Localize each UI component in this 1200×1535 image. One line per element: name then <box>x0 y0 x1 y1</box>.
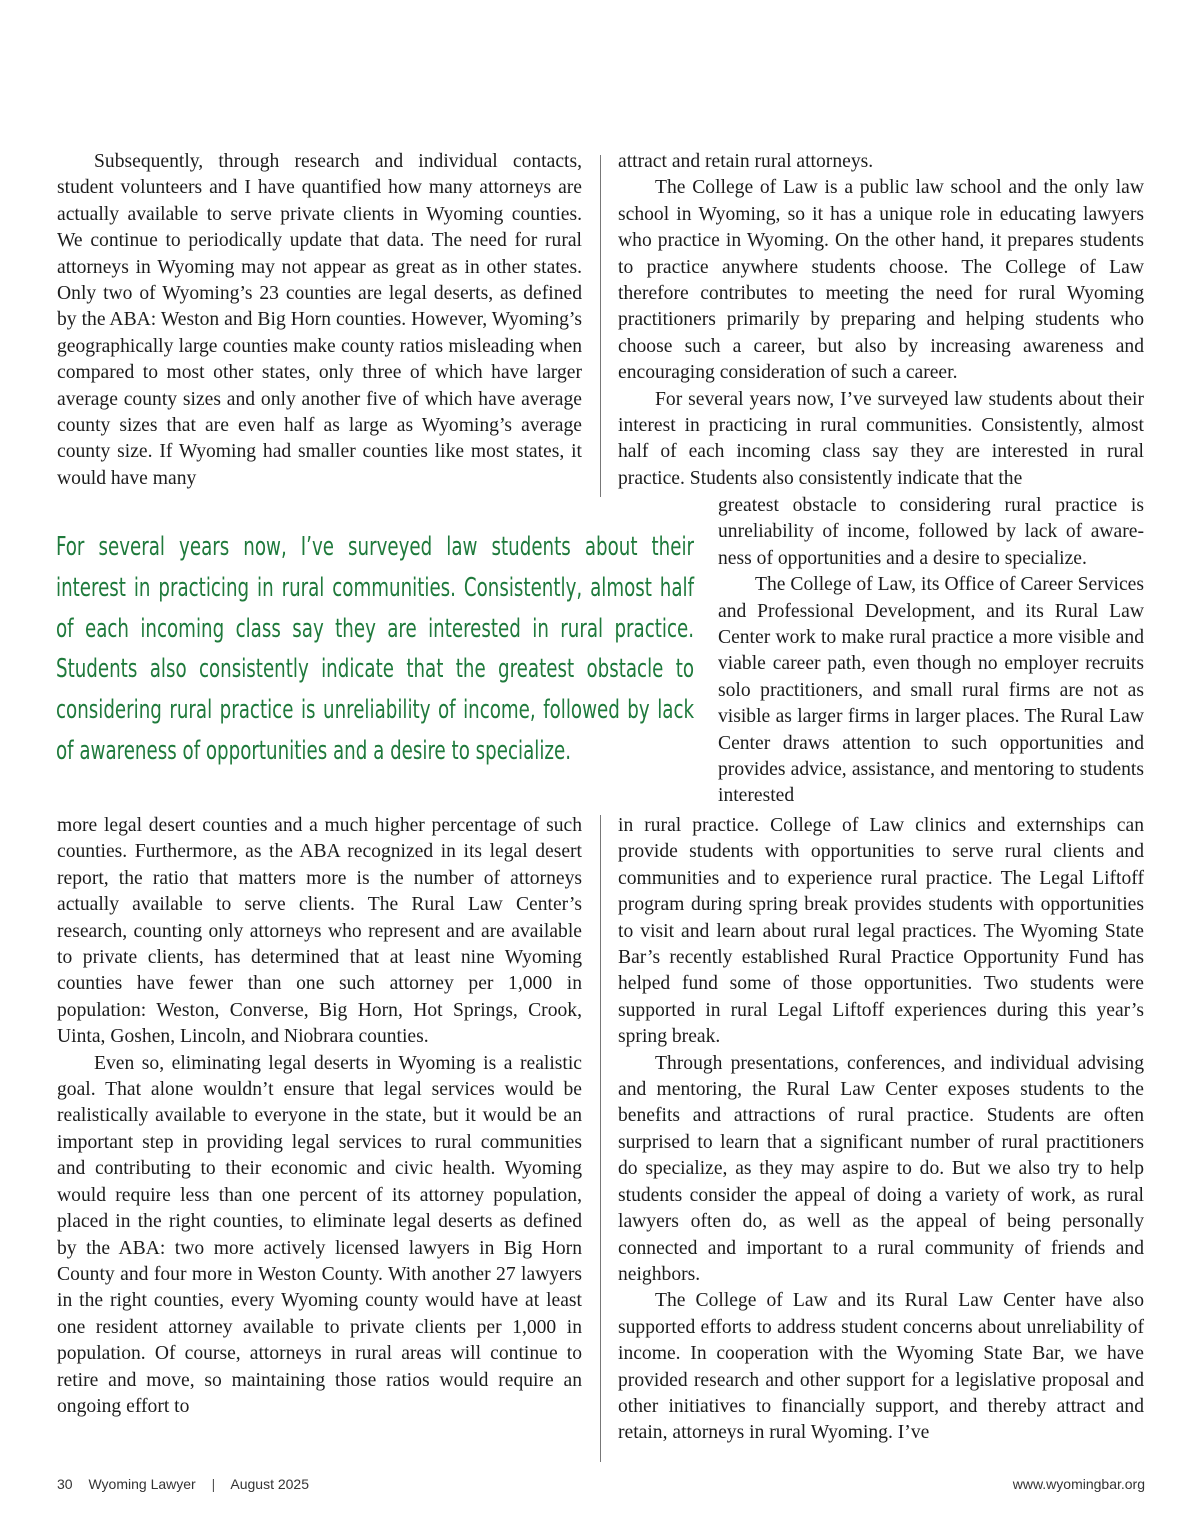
column-divider-top <box>600 155 601 497</box>
paragraph: The College of Law and its Rural Law Center have also supported efforts to address student concerns about unreliability of income. In cooperation with the Wyoming State Bar, we have provided research and other support for a legislative proposal and other initiatives to financially support, and thereby attract and retain, attorneys in rural Wyoming. I’ve <box>618 1290 1144 1444</box>
paragraph: The College of Law, its Office of Career Services and Professional Development, and its Rural Law Center work to make rural practice a more visible and viable career path, even though no employer recruits solo practitioners, and small rural firms are not as visible as larger firms in larger places. The Rural Law Center draws attention to such opportunities and provides advice, assistance, and mentoring to students interested <box>718 574 1144 807</box>
pull-quote <box>56 527 694 772</box>
footer-separator: | <box>211 1476 216 1492</box>
page-footer <box>57 1476 1145 1496</box>
website-url: www.wyomingbar.org <box>1012 1476 1145 1492</box>
page-number: 30 <box>57 1476 73 1492</box>
article-column-right-top <box>618 149 1144 492</box>
paragraph: more legal desert counties and a much higher percentage of such counties. Furthermore, as the ABA recognized in its legal desert report, the ratio that matters more is the number of attorneys actually available to serve clients. The Rural Law Center’s research, counting only attorneys who represent and are available to private clients, has determined that at least nine Wyoming counties have fewer than one such attorney per 1,000 in population: Weston, Converse, Big Horn, Hot Springs, Crook, Uinta, Goshen, Lincoln, and Niobrara counties. <box>57 815 582 1048</box>
paragraph: Even so, eliminating legal deserts in Wyoming is a realistic goal. That alone wouldn’t ensure that legal services would be realistically available to everyone in the state, but it would be an important step in providing legal services to rural communities and contributing to their economic and civic health. Wyoming would require less than one percent of its attorney population, placed in the right counties, to eliminate legal deserts as defined by the ABA: two more actively licensed lawyers in Big Horn County and four more in Weston County. With another 27 lawyers in the right counties, every Wyoming county would have at least one resident attorney available to private clients per 1,000 in population. Of course, attorneys in rural areas will continue to retire and move, so maintaining those ratios would require an ongoing effort to <box>57 1052 582 1417</box>
article-column-right-middle <box>718 493 1144 810</box>
article-column-right-bottom <box>618 813 1144 1447</box>
column-divider-bottom <box>600 815 601 1462</box>
paragraph: greatest obstacle to considering rural practice is unreliability of income, followed by lack of awareness of opportunities and a desire to specialize. <box>718 495 1144 569</box>
paragraph: Through presentations, conferences, and individual advising and mentoring, the Rural Law Center exposes students to the benefits and attractions of rural practice. Students are often surprised to learn that a significant number of rural practitioners do specialize, as they may aspire to do. But we also try to help students consider the appeal of doing a variety of work, as rural lawyers often do, as well as the appeal of being personally connected and important to a rural community of friends and neighbors. <box>618 1052 1144 1285</box>
article-column-left-top <box>57 149 582 492</box>
issue-date: August 2025 <box>230 1476 309 1492</box>
paragraph: attract and retain rural attorneys. <box>618 151 874 172</box>
pull-quote-text: For several years now, I’ve surveyed law students about their interest in practicing in rural communities. Consistently, almost half of each incoming class say they are interested in rural practice. Students also consistently indicate that the greatest obstacle to considering rural practice is unreliability of income, followed by lack of awareness of opportunities and a desire to specialize. <box>56 532 695 766</box>
article-column-left-bottom <box>57 813 582 1420</box>
publication-name: Wyoming Lawyer <box>88 1476 196 1492</box>
paragraph: For several years now, I’ve surveyed law students about their interest in practicing in rural communities. Consistently, almost half of each incoming class say they are interested in rural practice. Students also consistently indicate that the <box>618 388 1144 489</box>
paragraph: Subsequently, through research and individual contacts, student volunteers and I have quantified how many attorneys are actually available to serve private clients in Wyoming counties. We continue to periodically update that data. The need for rural attorneys in Wyoming may not appear as great as in other states. Only two of Wyoming’s 23 counties are legal deserts, as defined by the ABA: Weston and Big Horn counties. However, Wyoming’s geographically large counties make county ratios misleading when compared to most other states, only three of which have larger average county sizes and only another five of which have average county sizes that are even half as large as Wyoming’s average county size. If Wyoming had smaller counties like most states, it would have many <box>57 151 582 489</box>
paragraph: in rural practice. College of Law clinics and externships can provide students with opportunities to serve rural clients and communities and to experience rural practice. The Legal Liftoff program during spring break provides students with opportunities to visit and learn about rural legal practices. The Wyoming State Bar’s recently established Rural Practice Opportunity Fund has helped fund some of those opportunities. Two students were supported in rural Legal Liftoff experiences during this year’s spring break. <box>618 815 1144 1048</box>
footer-left <box>57 1476 321 1492</box>
paragraph: The College of Law is a public law school and the only law school in Wyoming, so it has a unique role in educating lawyers who practice in Wyoming. On the other hand, it prepares students to practice anywhere students choose. The College of Law therefore contributes to meeting the need for rural Wyoming practitioners primarily by preparing and helping students who choose such a career, but also by increasing awareness and encouraging consideration of such a career. <box>618 177 1144 384</box>
